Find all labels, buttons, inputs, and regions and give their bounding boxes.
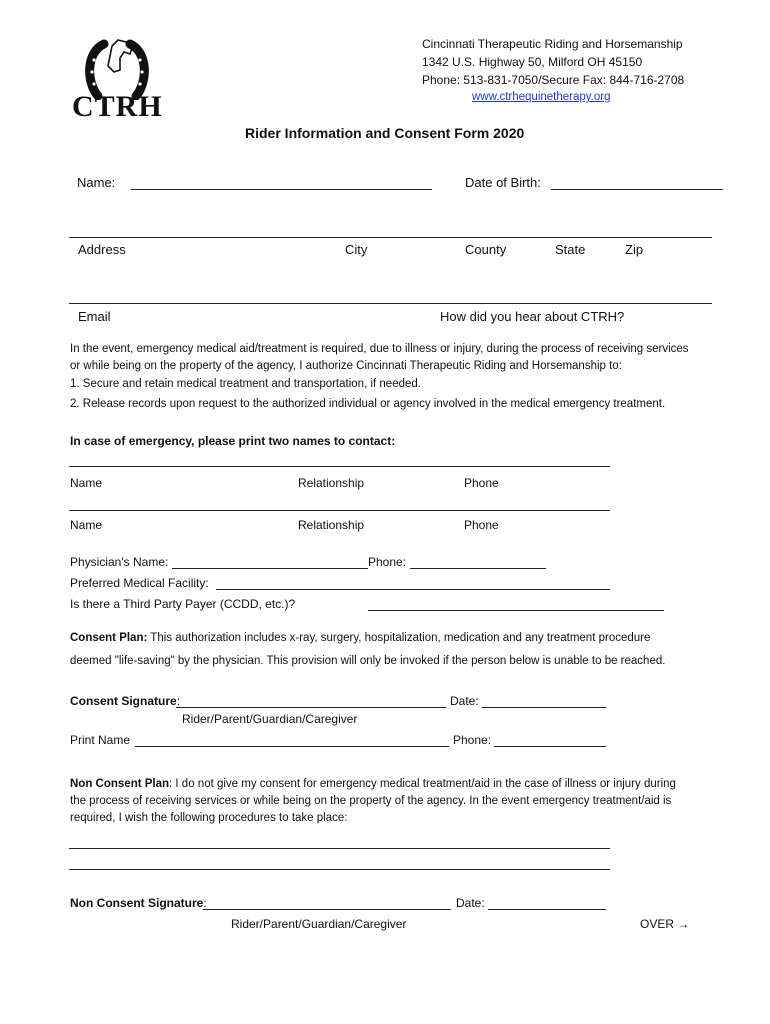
facility-input-line[interactable] [216, 589, 610, 590]
address-label: Address [78, 242, 126, 257]
contact-2-name-label: Name [70, 518, 103, 532]
form-title: Rider Information and Consent Form 2020 [245, 125, 525, 141]
consent-date-label: Date: [450, 694, 479, 708]
non-consent-signature-input-line[interactable] [203, 909, 451, 910]
non-consent-signature-row [70, 896, 207, 910]
city-label: City [345, 242, 368, 257]
consent-plan-line-2: deemed "life-saving" by the physician. This provision will only be invoked if the person below is unable to be reached. [70, 655, 666, 667]
non-consent-line-1 [70, 778, 676, 790]
non-consent-procedure-line-2[interactable] [69, 869, 610, 870]
third-party-label: Is there a Third Party Payer (CCDD, etc.)? [70, 597, 296, 611]
org-phone-fax: Phone: 513-831-7050/Secure Fax: 844-716-2708 [422, 73, 685, 87]
physician-input-line[interactable] [172, 568, 368, 569]
dob-input-line[interactable] [551, 189, 723, 190]
list-number: 2. [70, 398, 80, 410]
consent-plan-line-1 [70, 632, 650, 644]
hear-about-label: How did you hear about CTRH? [440, 309, 625, 324]
consent-plan-text-1: This authorization includes x-ray, surgery, hospitalization, medication and any treatment procedure [147, 632, 651, 644]
zip-label: Zip [625, 242, 644, 257]
non-consent-procedure-line-1[interactable] [69, 848, 610, 849]
physician-phone-input-line[interactable] [410, 568, 546, 569]
state-label: State [555, 242, 586, 257]
non-consent-date-label: Date: [456, 896, 485, 910]
non-consent-line-2: the process of receiving services or while being on the property of the agency. In the event emergency treatment/aid is [70, 795, 672, 807]
non-consent-plan-label: Non Consent Plan [70, 778, 170, 790]
contact-2-input-line[interactable] [69, 510, 610, 511]
org-name: Cincinnati Therapeutic Riding and Horsemanship [422, 37, 683, 51]
list-text: Secure and retain medical treatment and transportation, if needed. [82, 378, 421, 390]
consent-signature-row [70, 694, 180, 708]
third-party-input-line[interactable] [368, 610, 664, 611]
email-label: Email [78, 309, 111, 324]
contact-2-relationship-label: Relationship [298, 518, 365, 532]
non-consent-signature-label: Non Consent Signature [70, 896, 204, 910]
non-consent-line-3: required, I wish the following procedures to take place: [70, 812, 348, 824]
print-phone-label: Phone: [453, 733, 492, 747]
list-item-1 [70, 378, 421, 390]
org-address: 1342 U.S. Highway 50, Milford OH 45150 [422, 55, 643, 69]
county-label: County [465, 242, 507, 257]
list-text: Release records upon request to the authorized individual or agency involved in the medical emergency treatment. [82, 398, 666, 410]
emergency-intro-line-1: In the event, emergency medical aid/treatment is required, due to illness or injury, during the process of receiving services [70, 343, 689, 355]
contact-1-phone-label: Phone [464, 476, 499, 490]
list-item-2 [70, 398, 665, 410]
physician-phone-label: Phone: [368, 555, 407, 569]
name-input-line[interactable] [131, 189, 432, 190]
website-link[interactable]: www.ctrhequinetherapy.org [472, 91, 611, 103]
colon: : [176, 694, 181, 708]
contact-1-name-label: Name [70, 476, 103, 490]
print-name-input-line[interactable] [135, 746, 449, 747]
logo-text: CTRH [72, 90, 163, 123]
colon: : [203, 896, 207, 910]
address-input-line[interactable] [69, 237, 712, 238]
emergency-heading: In case of emergency, please print two names to contact: [70, 434, 396, 448]
print-phone-input-line[interactable] [494, 746, 606, 747]
consent-plan-label: Consent Plan: [70, 632, 148, 644]
consent-signature-input-line[interactable] [176, 707, 446, 708]
contact-1-relationship-label: Relationship [298, 476, 365, 490]
non-consent-date-input-line[interactable] [488, 909, 606, 910]
non-consent-text-1: : I do not give my consent for emergency medical treatment/aid in the case of illness or injury during [169, 778, 676, 790]
contact-2-phone-label: Phone [464, 518, 499, 532]
dob-label: Date of Birth: [465, 175, 541, 190]
print-name-label: Print Name [70, 733, 131, 747]
consent-date-input-line[interactable] [482, 707, 606, 708]
contact-1-input-line[interactable] [69, 466, 610, 467]
list-number: 1. [70, 378, 80, 390]
over-label: OVER → [640, 917, 690, 931]
consent-signature-label: Consent Signature [70, 694, 177, 708]
facility-label: Preferred Medical Facility: [70, 576, 209, 590]
consent-signer-roles: Rider/Parent/Guardian/Caregiver [182, 712, 358, 726]
physician-label: Physician's Name: [70, 555, 169, 569]
non-consent-signer-roles: Rider/Parent/Guardian/Caregiver [231, 917, 407, 931]
name-label: Name: [77, 175, 116, 190]
email-input-line[interactable] [69, 303, 712, 304]
emergency-intro-line-2: or while being on the property of the agency, I authorize Cincinnati Therapeutic Riding and Horsemanship to: [70, 360, 622, 372]
